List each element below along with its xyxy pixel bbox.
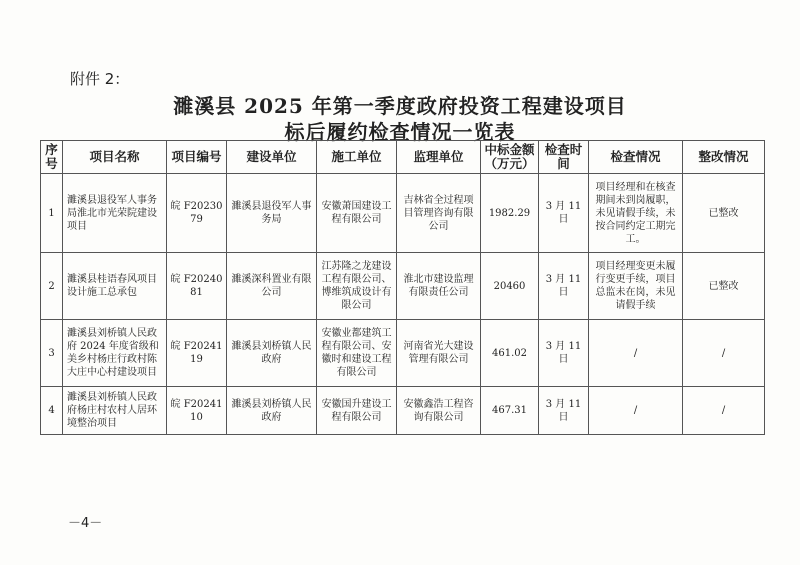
table-row: [41, 174, 765, 253]
header-date: 检查时间: [539, 141, 589, 174]
cell-amount: 461.02: [481, 320, 539, 387]
document-title-line1: 濉溪县 2025 年第一季度政府投资工程建设项目: [173, 94, 627, 118]
cell-rectification: /: [683, 387, 765, 435]
header-rectification: 整改情况: [683, 141, 765, 174]
cell-date: 3 月 11 日: [539, 253, 589, 320]
header-inspection: 检查情况: [589, 141, 683, 174]
cell-owner: 濉溪县刘桥镇人民政府: [227, 387, 317, 435]
cell-project-name: 濉溪县刘桥镇人民政府 2024 年度省级和美乡村杨庄行政村陈大庄中心村建设项目: [63, 320, 167, 387]
cell-project-code: 皖 F2023079: [167, 174, 227, 253]
cell-contractor: 安徽国升建设工程有限公司: [317, 387, 397, 435]
cell-supervisor: 吉林省全过程项目管理咨询有限公司: [397, 174, 481, 253]
header-supervisor: 监理单位: [397, 141, 481, 174]
cell-date: 3 月 11 日: [539, 320, 589, 387]
cell-inspection: /: [589, 320, 683, 387]
header-no: 序号: [41, 141, 63, 174]
cell-supervisor: 安徽鑫浩工程咨询有限公司: [397, 387, 481, 435]
cell-project-name: 濉溪县刘桥镇人民政府杨庄村农村人居环境整治项目: [63, 387, 167, 435]
cell-inspection: /: [589, 387, 683, 435]
cell-no: 4: [41, 387, 63, 435]
cell-project-code: 皖 F2024081: [167, 253, 227, 320]
inspection-table: [40, 140, 765, 435]
cell-inspection: 项目经理变更未履行变更手续，项目总监未在岗，未见请假手续: [589, 253, 683, 320]
cell-date: 3 月 11 日: [539, 174, 589, 253]
cell-no: 2: [41, 253, 63, 320]
cell-owner: 濉溪深科置业有限公司: [227, 253, 317, 320]
header-contractor: 施工单位: [317, 141, 397, 174]
cell-project-code: 皖 F2024119: [167, 320, 227, 387]
cell-rectification: /: [683, 320, 765, 387]
cell-project-name: 濉溪县退役军人事务局淮北市光荣院建设项目: [63, 174, 167, 253]
cell-owner: 濉溪县退役军人事务局: [227, 174, 317, 253]
cell-owner: 濉溪县刘桥镇人民政府: [227, 320, 317, 387]
table-row: [41, 253, 765, 320]
table-row: [41, 387, 765, 435]
cell-contractor: 安徽业都建筑工程有限公司、安徽时和建设工程有限公司: [317, 320, 397, 387]
cell-no: 3: [41, 320, 63, 387]
attachment-label: 附件 2：: [70, 70, 130, 88]
header-project-code: 项目编号: [167, 141, 227, 174]
cell-no: 1: [41, 174, 63, 253]
cell-amount: 20460: [481, 253, 539, 320]
header-amount: 中标金额（万元）: [481, 141, 539, 174]
header-owner: 建设单位: [227, 141, 317, 174]
cell-supervisor: 河南省光大建设管理有限公司: [397, 320, 481, 387]
cell-rectification: 已整改: [683, 174, 765, 253]
document-title-line2: 标后履约检查情况一览表: [284, 120, 516, 144]
cell-contractor: 安徽萧国建设工程有限公司: [317, 174, 397, 253]
table-header-row: [41, 141, 765, 174]
cell-amount: 467.31: [481, 387, 539, 435]
page-number: －4－: [68, 516, 103, 531]
cell-supervisor: 淮北市建设监理有限责任公司: [397, 253, 481, 320]
cell-amount: 1982.29: [481, 174, 539, 253]
header-project-name: 项目名称: [63, 141, 167, 174]
cell-contractor: 江苏隆之龙建设工程有限公司、博维筑成设计有限公司: [317, 253, 397, 320]
cell-project-name: 濉溪县桂语春风项目设计施工总承包: [63, 253, 167, 320]
cell-date: 3 月 11 日: [539, 387, 589, 435]
table-row: [41, 320, 765, 387]
cell-rectification: 已整改: [683, 253, 765, 320]
cell-inspection: 项目经理和在核查期间未到岗履职，未见请假手续，未按合同约定工期完工。: [589, 174, 683, 253]
cell-project-code: 皖 F2024110: [167, 387, 227, 435]
